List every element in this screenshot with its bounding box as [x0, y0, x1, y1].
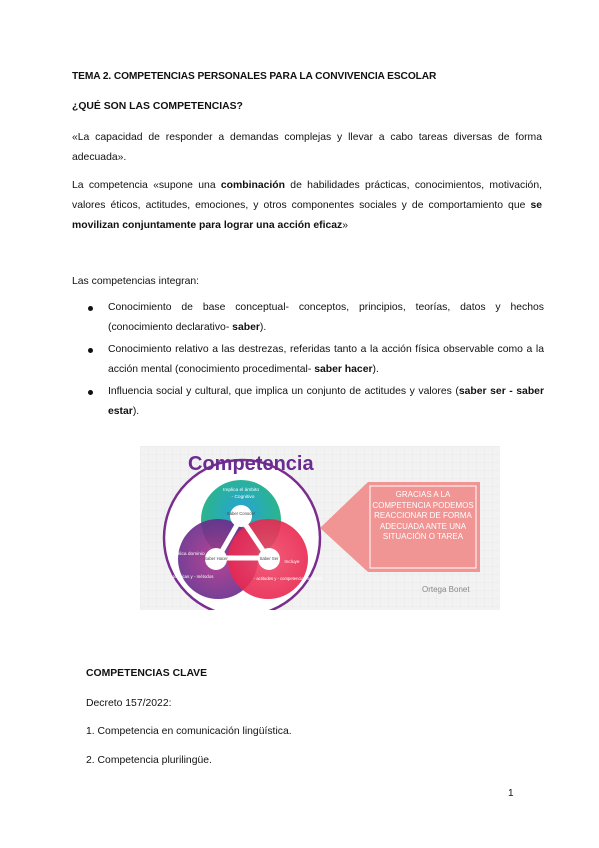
- callout-text: GRACIAS A LA COMPETENCIA PODEMOS REACCIONAR DE FORMA ADECUADA ANTE UNA SITUACIÓN O TAREA: [372, 490, 474, 541]
- competencies-list: [72, 298, 544, 424]
- decreto-text: Decreto 157/2022:: [86, 698, 172, 709]
- list-item: [72, 340, 544, 380]
- figure-title: Competencia: [188, 453, 314, 475]
- competencia-diagram: [140, 446, 500, 610]
- left-inner: Saber Hacer: [204, 556, 228, 561]
- left-label: Implica dominio: [171, 552, 205, 557]
- definition-part2: de habilidades prácticas, conocimientos, motivación, valores éticos, actitudes, emociones, y otros componentes sociales y de comportamiento que: [72, 180, 542, 211]
- definition-part1: La competencia «supone una: [72, 180, 221, 191]
- bullet-bold: saber ser - saber estar: [108, 386, 544, 417]
- left-sub: - técnicas y - métodos: [170, 574, 214, 579]
- bullet-icon: [88, 306, 93, 311]
- bullet-end: ).: [132, 406, 140, 417]
- top-sub: - Cognitivo: [231, 495, 255, 500]
- competencia-figure: [140, 446, 500, 610]
- right-label: Incluye: [284, 560, 300, 565]
- bullet-bold: saber: [232, 322, 260, 333]
- definition-bold1: combinación: [220, 180, 285, 191]
- right-sub: - actitudes y - competencias sociales: [253, 576, 323, 581]
- figure-credit: Ortega Bonet: [422, 585, 470, 594]
- section-heading: ¿QUÉ SON LAS COMPETENCIAS?: [72, 101, 243, 112]
- list-item: 2. Competencia plurilingüe.: [86, 755, 212, 766]
- list-item: [72, 298, 544, 338]
- key-competencies-title: COMPETENCIAS CLAVE: [86, 668, 208, 679]
- definition-bold2: se movilizan conjuntamente para lograr una acción eficaz: [72, 200, 542, 231]
- page-title: TEMA 2. COMPETENCIAS PERSONALES PARA LA CONVIVENCIA ESCOLAR: [72, 71, 437, 82]
- callout-container: [372, 488, 474, 568]
- definition-part3: »: [342, 220, 349, 231]
- integrate-intro: Las competencias integran:: [72, 276, 200, 287]
- right-inner: Saber Ser: [259, 556, 279, 561]
- bullet-bold: saber hacer: [314, 364, 373, 375]
- bullet-end: ).: [259, 322, 267, 333]
- quote-paragraph: «La capacidad de responder a demandas complejas y llevar a cabo tareas diversas de forma adecuada».: [72, 132, 542, 163]
- page-number: 1: [508, 788, 514, 799]
- bullet-text: Influencia social y cultural, que implica un conjunto de actitudes y valores (: [108, 386, 459, 397]
- bullet-end: ).: [372, 364, 379, 375]
- bullet-icon: [88, 348, 93, 353]
- top-label: Implica el ámbito: [223, 488, 259, 493]
- list-item: 1. Competencia en comunicación lingüística.: [86, 726, 292, 737]
- bullet-text: Conocimiento relativo a las destrezas, referidas tanto a la acción física observable como a la acción mental (conocimiento procedimental-: [108, 344, 544, 375]
- list-item: [72, 382, 544, 422]
- bullet-text: Conocimiento de base conceptual- conceptos, principios, teorías, datos y hechos (conocimiento declarativo-: [108, 302, 544, 333]
- bullet-icon: [88, 390, 93, 395]
- definition-paragraph: [72, 176, 542, 236]
- node-top: [230, 505, 252, 527]
- top-inner: Saber Conocer: [226, 511, 256, 516]
